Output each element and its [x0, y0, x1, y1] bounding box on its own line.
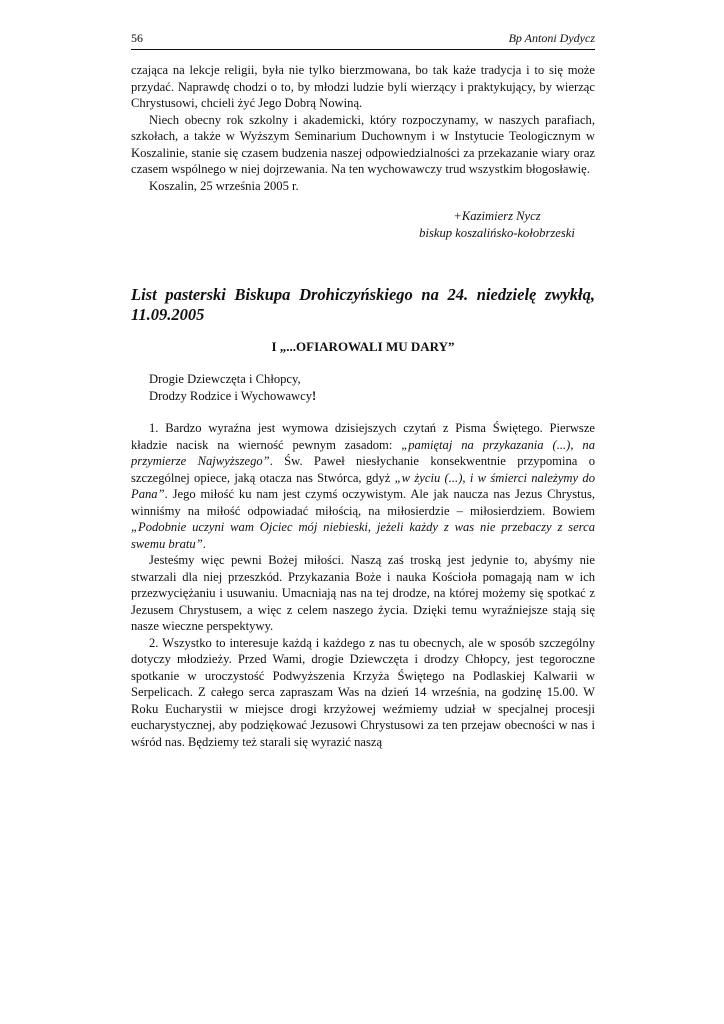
letter-subtitle: I „...OFIAROWALI MU DARY”	[271, 339, 455, 354]
salutation-line-1: Drogie Dziewczęta i Chłopcy,	[149, 372, 301, 386]
signature-block	[131, 208, 595, 241]
scripture-quote: „Podobnie uczyni wam Ojciec mój niebieski, jeżeli każdy z was nie przebaczy z serca swemu bratu”	[131, 520, 595, 551]
signature-title: biskup koszalińsko-kołobrzeski	[419, 225, 575, 240]
salutation-exclamation: !	[312, 388, 317, 403]
scripture-quote: „w życiu (...), i w śmierci należymy do Pana”	[131, 470, 595, 501]
previous-letter	[131, 62, 595, 241]
place-date: Koszalin, 25 września 2005 r.	[149, 178, 299, 193]
scripture-quote: „pamiętaj na przykazania (...), na przymierze Najwyższego”	[131, 437, 595, 468]
previous-letter-paragraph-2: Niech obecny rok szkolny i akademicki, który rozpoczynamy, w naszych parafiach, szkołach, a także w Wyższym Seminarium Duchownym i w Instytucie Teologicznym w Koszalinie, stanie się czasem budzenia naszej odpowiedzialności za przekazanie wiary oraz czasem wspólnego w niej dojrzewania. Na ten wychowawczy trud wszystkim błogosławię.	[131, 112, 595, 176]
letter-paragraph-2: Jesteśmy więc pewni Bożej miłości. Naszą zaś troską jest jedynie to, abyśmy nie stwarzali dla niej przeszkód. Przykazania Boże i nauka Kościoła pomagają nam w ich przezwyciężaniu i usuwaniu. Umacniają nas na tej drodze, na której możemy się spotkać z Jezusem Chrystusem, a więc z celem naszego życia. Dzięki temu wyraźniejsze stają się nasze wieczne perspektywy.	[131, 553, 595, 633]
letter-title: List pasterski Biskupa Drohiczyńskiego na 24. niedzielę zwykłą, 11.09.2005	[131, 285, 595, 324]
salutation-line-2: Drodzy Rodzice i Wychowawcy!	[149, 388, 317, 403]
letter-body	[131, 420, 595, 750]
running-header-author: Bp Antoni Dydycz	[508, 31, 595, 45]
letter-paragraph-1: 1. Bardzo wyraźna jest wymowa dzisiejszych czytań z Pisma Świętego. Pierwsze kładzie nacisk na wierność pewnym zasadom: „pamiętaj na przykazania (...), na przymierze Najwyższego”. Św. Paweł niesłychanie konsekwentnie przypomina o szczególnej opiece, jaką otacza nas Stwórca, gdyż „w życiu (...), i w śmierci należymy do Pana”. Jego miłość ku nam jest czymś oczywistym. Ale jak naucza nas Jezus Chrystus, winniśmy na miłość odpowiadać miłością, na miłosierdzie – miłosierdziem. Bowiem „Podobnie uczyni wam Ojciec mój niebieski, jeżeli każdy z was nie przebaczy z serca swemu bratu”.	[131, 421, 595, 551]
salutation	[131, 371, 595, 404]
document-page	[131, 30, 595, 750]
signature-name: +Kazimierz Nycz	[453, 209, 541, 223]
previous-letter-paragraph-1: czająca na lekcje religii, była nie tylko bierzmowana, bo tak każe tradycja i to się może przydać. Naprawdę chodzi o to, by młodzi ludzie byli wierzący i praktykujący, by wierząc Chrystusowi, chcieli żyć Jego Dobrą Nowiną.	[131, 63, 595, 110]
letter-paragraph-3: 2. Wszystko to interesuje każdą i każdego z nas tu obecnych, ale w sposób szczególny dotyczy młodzieży. Przed Wami, drogie Dziewczęta i drodzy Chłopcy, jest tegoroczne spotkanie w uroczystość Podwyższenia Krzyża Świętego na Podlaskiej Kalwarii w Serpelicach. Z całego serca zapraszam Was na dzień 14 września, na godzinę 15.00. W Roku Eucharystii w miejsce drogi krzyżowej weźmiemy udział w specjalnej procesji eucharystycznej, aby podziękować Jezusowi Chrystusowi za ten przejaw obecności w nas i wśród nas. Będziemy też starali się wyrazić naszą	[131, 635, 595, 749]
page-number: 56	[131, 31, 143, 45]
running-header	[131, 30, 595, 50]
